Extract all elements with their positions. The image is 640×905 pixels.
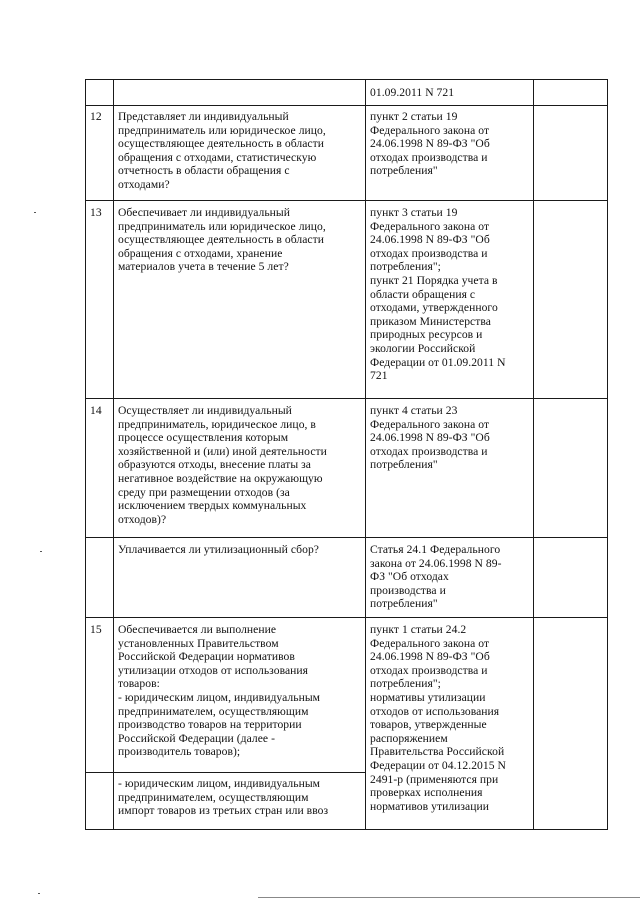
row-legal-reference: пункт 2 статьи 19 Федерального закона от 24.06.1998 N 89-ФЗ "Об отходах производства и потребления": [370, 110, 490, 178]
row-number: 15: [90, 623, 102, 636]
scan-speck: [38, 893, 40, 894]
table-rule: [85, 79, 608, 80]
table-rule: [85, 105, 608, 106]
row-legal-reference: пункт 3 статьи 19 Федерального закона от 24.06.1998 N 89-ФЗ "Об отходах производства и потребления"; пункт 21 Порядка учета в области обращения с отходами, утвержденного приказом Министерства природных ресурсов и экологии Российской Федерации от 01.09.2011 N 721: [370, 206, 506, 383]
table-rule: [85, 617, 608, 618]
table-rule: [85, 398, 608, 399]
scan-speck: [34, 212, 36, 213]
row-question: - юридическим лицом, индивидуальным предпринимателем, осуществляющим импорт товаров из третьих стран или ввоз: [118, 777, 329, 818]
row-question: Осуществляет ли индивидуальный предприниматель, юридическое лицо, в процессе осуществления которым хозяйственной и (или) иной деятельности образуются отходы, внесение платы за негативное воздействие на окружающую среду при размещении отходов (за исключением твердых коммунальных отходов)?: [118, 404, 327, 526]
row-legal-reference: Статья 24.1 Федерального закона от 24.06.1998 N 89- ФЗ "Об отходах производства и потребления": [370, 543, 502, 611]
row-legal-reference: пункт 1 статьи 24.2 Федерального закона от 24.06.1998 N 89-ФЗ "Об отходах производства и потребления"; нормативы утилизации отходов от использования товаров, утвержденные распоряжением Правительства Российской Федерации от 04.12.2015 N 2491-р (применяются при проверках исполнения нормативов утилизации: [370, 623, 506, 813]
row-number: 14: [90, 404, 102, 417]
table-rule: [113, 79, 114, 830]
scan-edge-line: [258, 897, 640, 898]
row-question: Обеспечивается ли выполнение установленных Правительством Российской Федерации нормативов утилизации отходов от использования товаров: - юридическим лицом, индивидуальным предпринимателем, осуществляющим производство товаров на территории Российской Федерации (далее - производитель товаров);: [118, 623, 321, 759]
row-question: Уплачивается ли утилизационный сбор?: [118, 543, 319, 556]
table-rule: [85, 772, 365, 773]
table-rule: [607, 79, 608, 830]
table-rule: [85, 200, 608, 201]
scan-speck: [40, 551, 42, 552]
row-number: 13: [90, 206, 102, 219]
table-rule: [533, 79, 534, 830]
row-question: Представляет ли индивидуальный предприниматель или юридическое лицо, осуществляющее деятельность в области обращения с отходами, статистическую отчетность в области обращения с отходами?: [118, 110, 326, 191]
table-rule: [85, 829, 608, 830]
row-legal-reference: пункт 4 статьи 23 Федерального закона от 24.06.1998 N 89-ФЗ "Об отходах производства и потребления": [370, 404, 490, 472]
row-legal-reference: 01.09.2011 N 721: [370, 86, 455, 99]
table-rule: [85, 79, 86, 830]
table-rule: [365, 79, 366, 830]
row-number: 12: [90, 110, 102, 123]
row-question: Обеспечивает ли индивидуальный предприниматель или юридическое лицо, осуществляющее деятельность в области обращения с отходами, хранение материалов учета в течение 5 лет?: [118, 206, 326, 274]
table-rule: [85, 537, 608, 538]
